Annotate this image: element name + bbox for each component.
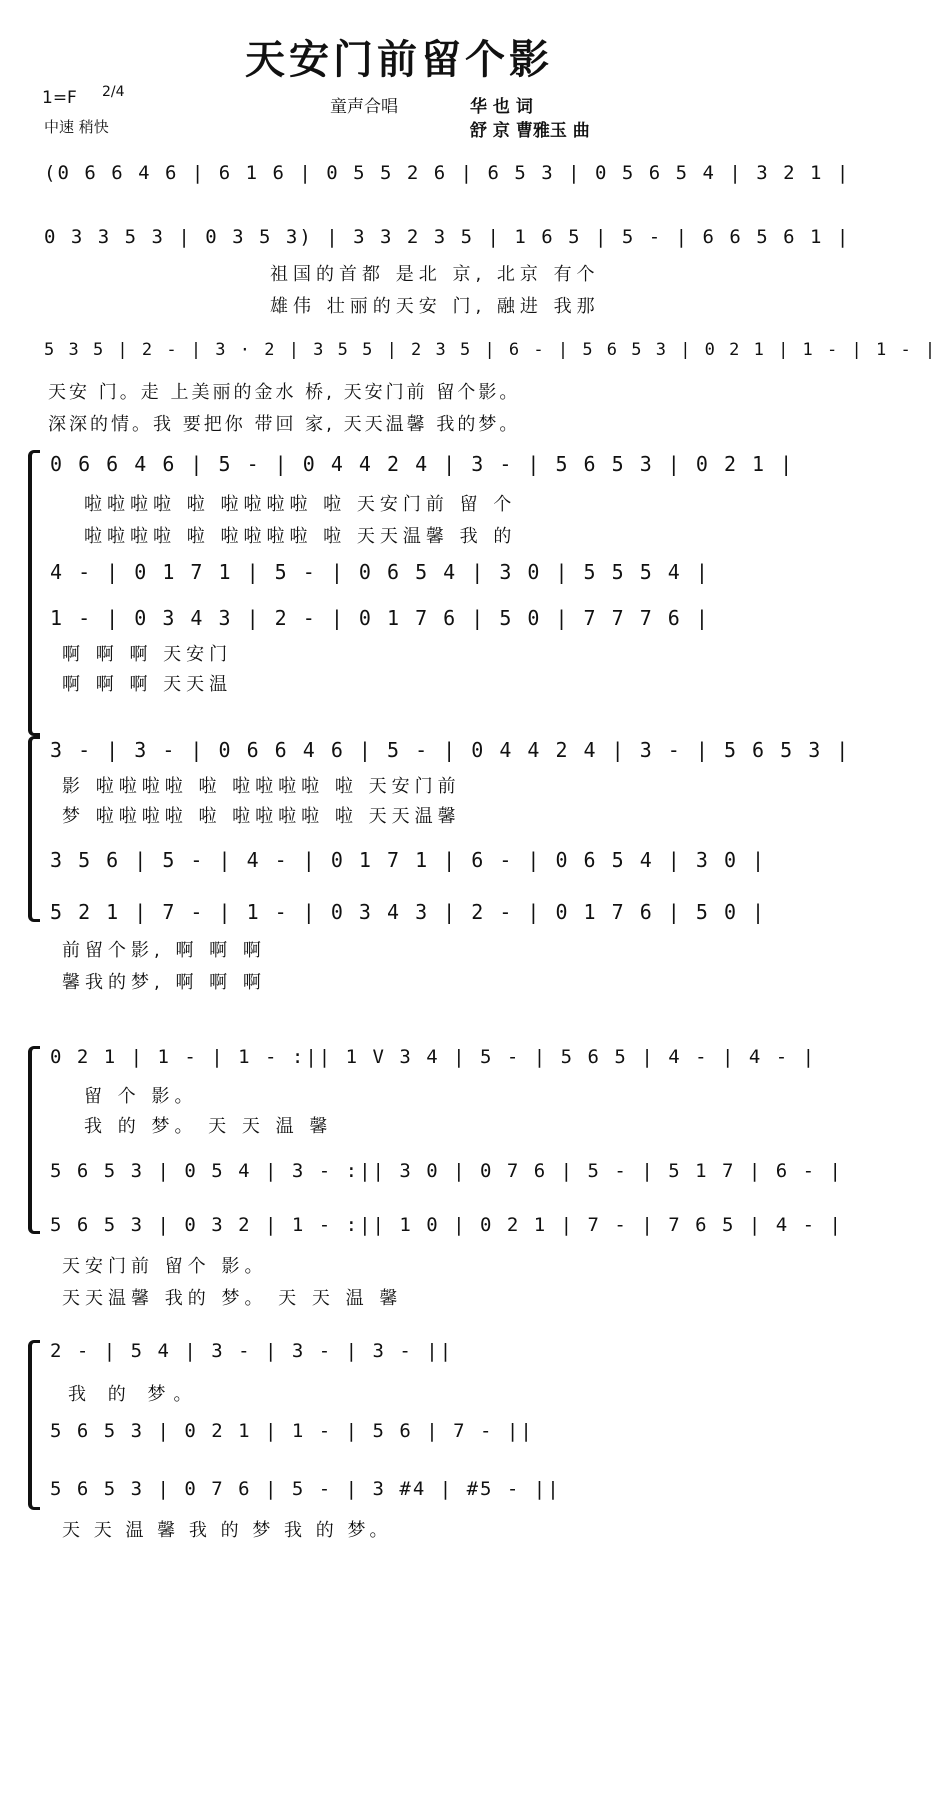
notation-line: 2 - | 5 4 | 3 - | 3 - | 3 - || [50,1340,454,1362]
lyric-line: 啦啦啦啦 啦 啦啦啦啦 啦 天安门前 留 个 [84,494,517,515]
lyricist-credit: 华 也 词 [470,97,533,117]
lyric-line: 天 天 温 馨 我 的 梦 我 的 梦。 [62,1520,392,1541]
notation-line: 1 - | 0 3 4 3 | 2 - | 0 1 7 6 | 5 0 | 7 7 7 6 | [50,606,710,630]
notation-line: 5 6 5 3 | 0 7 6 | 5 - | 3 #4 | #5 - || [50,1478,561,1500]
lyric-line: 梦 啦啦啦啦 啦 啦啦啦啦 啦 天天温馨 [62,806,461,827]
time-signature: 2/4 [102,84,125,100]
lyric-line: 前留个影, 啊 啊 啊 [62,940,266,961]
notation-line: 5 2 1 | 7 - | 1 - | 0 3 4 3 | 2 - | 0 1 7 6 | 5 0 | [50,900,767,924]
key-signature: 1=F [42,88,77,108]
lyric-line: 天安 门。走 上美丽的金水 桥, 天安门前 留个影。 [48,382,521,403]
tempo-marking: 中速 稍快 [44,118,109,136]
notation-line: 5 3 5 | 2 - | 3 · 2 | 3 5 5 | 2 3 5 | 6 - | 5 6 5 3 | 0 2 1 | 1 - | 1 - | [44,340,937,360]
lyric-line: 我 的 梦。 天 天 温 馨 [84,1116,333,1137]
notation-line: 3 5 6 | 5 - | 4 - | 0 1 7 1 | 6 - | 0 6 5 4 | 3 0 | [50,848,767,872]
song-title: 天安门前留个影 [245,37,553,83]
lyric-line: 我 的 梦。 [68,1384,200,1405]
lyric-line: 啊 啊 啊 天安门 [62,644,233,665]
notation-line: 5 6 5 3 | 0 2 1 | 1 - | 5 6 | 7 - || [50,1420,534,1442]
lyric-line: 雄伟 壮丽的天安 门, 融进 我那 [270,296,600,317]
lyric-line: 天安门前 留个 影。 [62,1256,268,1277]
lyric-line: 啊 啊 啊 天天温 [62,674,233,695]
notation-line: 5 6 5 3 | 0 5 4 | 3 - :|| 3 0 | 0 7 6 | 5 - | 5 1 7 | 6 - | [50,1160,843,1182]
notation-line: 5 6 5 3 | 0 3 2 | 1 - :|| 1 0 | 0 2 1 | 7 - | 7 6 5 | 4 - | [50,1214,843,1236]
lyric-line: 影 啦啦啦啦 啦 啦啦啦啦 啦 天安门前 [62,776,461,797]
system-brace [28,1340,40,1510]
notation-line: 0 3 3 5 3 | 0 3 5 3) | 3 3 2 3 5 | 1 6 5 | 5 - | 6 6 5 6 1 | [44,226,851,248]
lyric-line: 天天温馨 我的 梦。 天 天 温 馨 [62,1288,403,1309]
notation-line: 0 2 1 | 1 - | 1 - :|| 1 V 3 4 | 5 - | 5 6 5 | 4 - | 4 - | [50,1046,817,1068]
notation-line: (0 6 6 4 6 | 6 1 6 | 0 5 5 2 6 | 6 5 3 | 0 5 6 5 4 | 3 2 1 | [44,162,851,184]
notation-line: 3 - | 3 - | 0 6 6 4 6 | 5 - | 0 4 4 2 4 | 3 - | 5 6 5 3 | [50,738,851,762]
lyric-line: 深深的情。我 要把你 带回 家, 天天温馨 我的梦。 [48,414,521,435]
system-brace [28,736,40,922]
notation-line: 0 6 6 4 6 | 5 - | 0 4 4 2 4 | 3 - | 5 6 5 3 | 0 2 1 | [50,452,795,476]
composer-credit: 舒 京 曹雅玉 曲 [470,121,590,141]
system-brace [28,450,40,736]
lyric-line: 馨我的梦, 啊 啊 啊 [62,972,266,993]
ensemble-label: 童声合唱 [330,97,398,117]
notation-line: 4 - | 0 1 7 1 | 5 - | 0 6 5 4 | 3 0 | 5 5 5 4 | [50,560,710,584]
lyric-line: 祖国的首都 是北 京, 北京 有个 [270,264,600,285]
lyric-line: 啦啦啦啦 啦 啦啦啦啦 啦 天天温馨 我 的 [84,526,517,547]
system-brace [28,1046,40,1234]
lyric-line: 留 个 影。 [84,1086,198,1107]
